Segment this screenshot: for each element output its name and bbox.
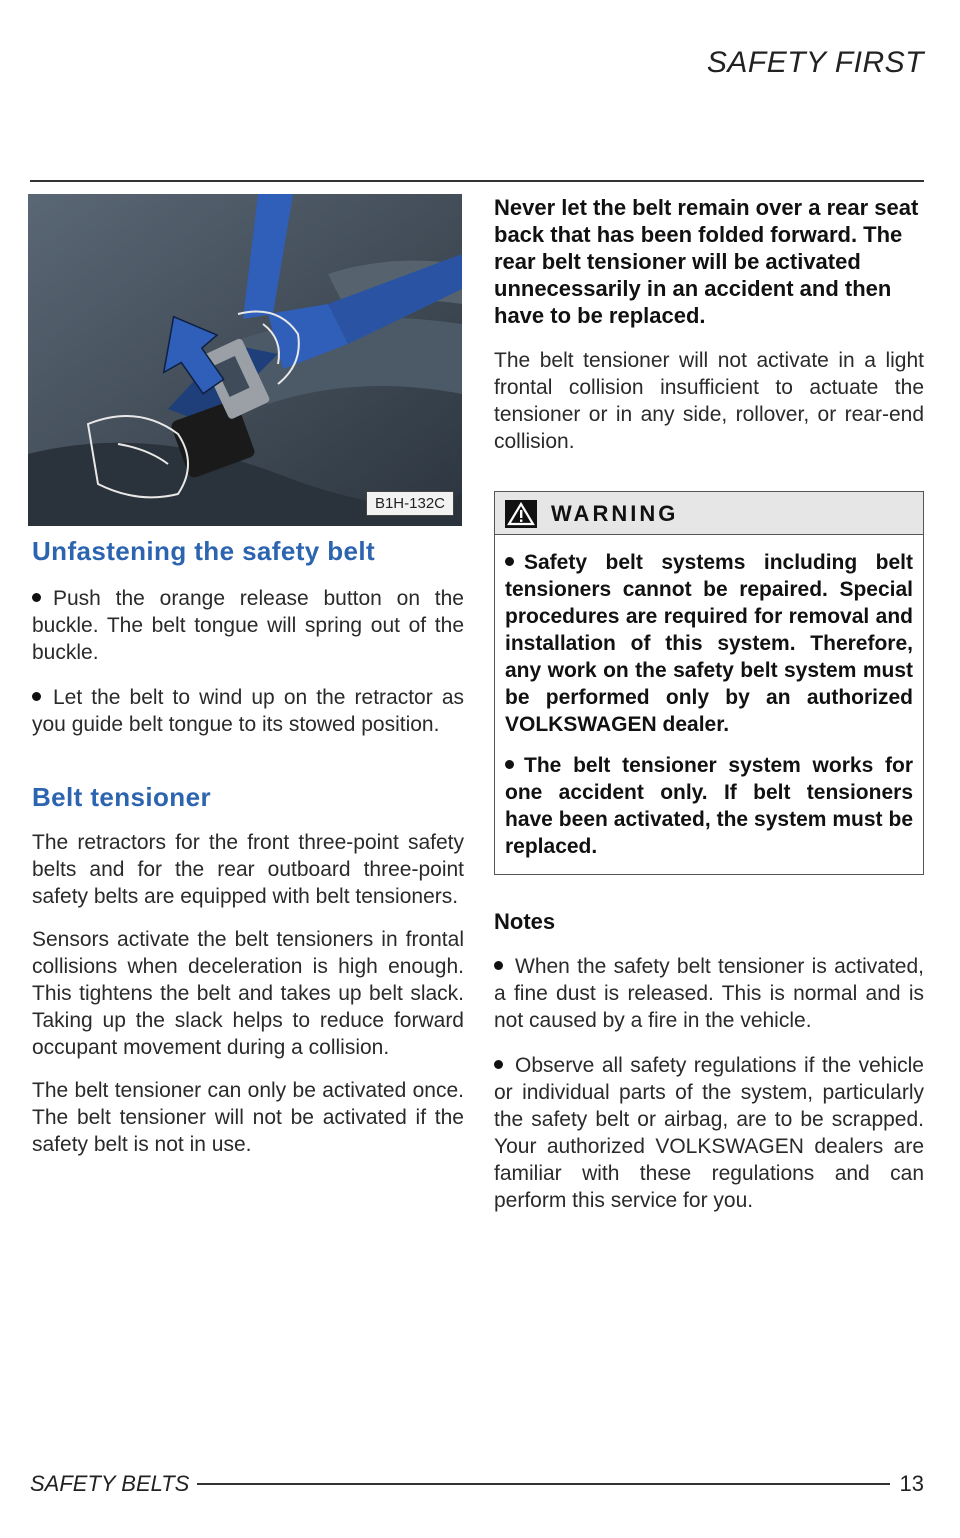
bullet-text: Let the belt to wind up on the retractor as you guide belt tongue to its stowed position.	[32, 686, 464, 736]
bullet-icon	[505, 760, 514, 769]
caution-paragraph: Never let the belt remain over a rear seat back that has been folded forward. The rear belt tensioner will be activated unnecessarily in an accident and then have to be replaced.	[494, 195, 919, 328]
bullet-icon	[32, 593, 41, 602]
buckle-drawing	[28, 194, 462, 526]
body-paragraph: The belt tensioner will not activate in a light frontal collision insufficient to actuate the tensioner or in any side, rollover, or rear-end collision.	[494, 349, 924, 453]
bullet-item	[32, 684, 464, 738]
right-column	[494, 194, 924, 1214]
left-column	[32, 536, 464, 1158]
bullet-icon	[494, 961, 503, 970]
page-footer	[30, 1464, 924, 1504]
body-paragraph: The belt tensioner can only be activated once. The belt tensioner will not be activated if the safety belt is not in use.	[32, 1079, 464, 1156]
body-paragraph: The retractors for the front three-point safety belts and for the rear outboard three-point safety belts are equipped with belt tensioners.	[32, 831, 464, 908]
seatbelt-illustration	[28, 194, 462, 526]
heading-unfastening: Unfastening the safety belt	[32, 536, 376, 566]
notes-heading: Notes	[494, 909, 556, 934]
warning-text: Safety belt systems including belt tensioners cannot be repaired. Special procedures are required for removal and installation of this system. Therefore, any work on the safety belt system must be performed only by an authorized VOLKSWAGEN dealer.	[505, 551, 913, 736]
warning-label: WARNING	[551, 501, 679, 526]
note-text: When the safety belt tensioner is activated, a fine dust is released. This is normal and is not caused by a fire in the vehicle.	[494, 955, 924, 1032]
page-number: 13	[899, 1471, 924, 1496]
heading-belt-tensioner: Belt tensioner	[32, 782, 211, 812]
warning-item	[505, 549, 913, 738]
page-header-title: SAFETY FIRST	[706, 46, 924, 79]
bullet-text: Push the orange release button on the buckle. The belt tongue will spring out of the buckle.	[32, 587, 464, 664]
note-text: Observe all safety regulations if the vehicle or individual parts of the system, particularly the safety belt or airbag, are to be scrapped. Your authorized VOLKSWAGEN dealers are familiar with these regulations and can perform this service for you.	[494, 1054, 924, 1212]
figure-code-label: B1H-132C	[366, 491, 454, 516]
warning-box	[494, 491, 924, 875]
bullet-icon	[32, 692, 41, 701]
note-item	[494, 953, 924, 1034]
bullet-item	[32, 585, 464, 666]
footer-rule	[197, 1483, 889, 1485]
bullet-icon	[494, 1060, 503, 1069]
bullet-icon	[505, 557, 514, 566]
header-rule	[30, 180, 924, 182]
warning-item	[505, 752, 913, 860]
warning-triangle-icon	[505, 500, 537, 528]
warning-text: The belt tensioner system works for one accident only. If belt tensioners have been activated, the system must be replaced.	[505, 754, 913, 858]
note-item	[494, 1052, 924, 1214]
warning-header	[495, 492, 923, 535]
body-paragraph: Sensors activate the belt tensioners in frontal collisions when deceleration is high enough. This tightens the belt and takes up belt slack. Taking up the slack helps to reduce forward occupant movement during a collision.	[32, 928, 464, 1059]
footer-section-title: SAFETY BELTS	[30, 1471, 190, 1496]
